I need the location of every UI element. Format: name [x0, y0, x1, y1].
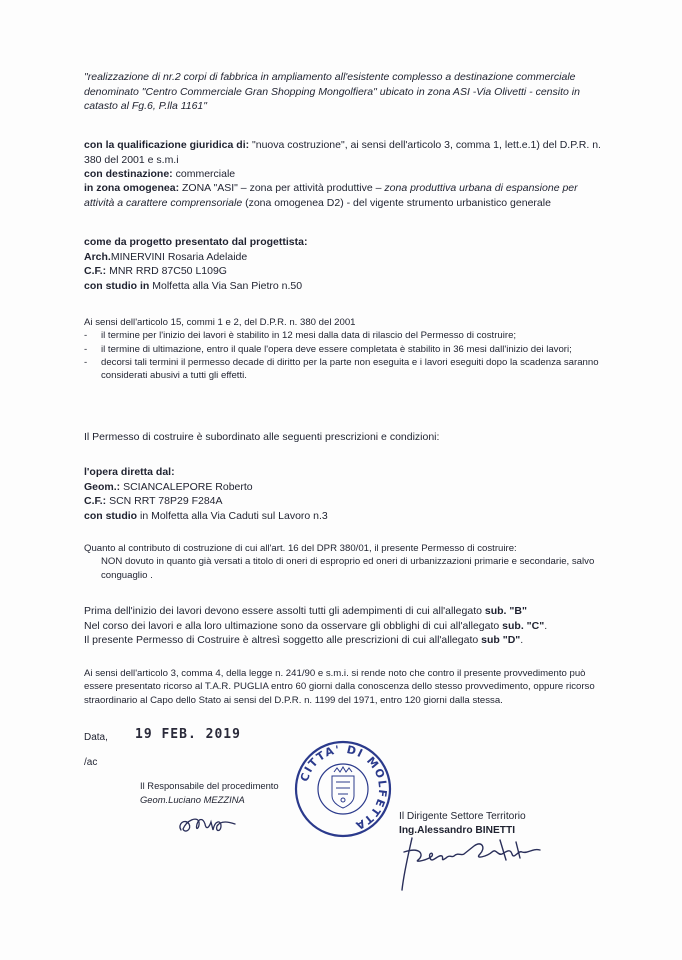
- works-director-block: [84, 465, 604, 523]
- contribution-intro: Quanto al contributo di costruzione di cui all'art. 16 del DPR 380/01, il presente Permesso di costruire:: [84, 543, 517, 554]
- procedure-manager-name: Geom.Luciano MEZZINA: [140, 794, 245, 805]
- attachment-d: Il presente Permesso di Costruire è altresì soggetto alle prescrizioni di cui all'allegato sub "D".: [84, 634, 524, 646]
- list-item: - il termine per l'inizio dei lavori è stabilito in 12 mesi dalla data di rilascio del Permesso di costruire;: [84, 330, 517, 342]
- article-15-block: [84, 316, 604, 382]
- designer-cf: C.F.: MNR RRD 87C50 L109G: [84, 265, 227, 277]
- procedure-manager-role: Il Responsabile del procedimento: [140, 780, 279, 791]
- appeal-notice: Ai sensi dell'articolo 3, comma 4, della legge n. 241/90 e s.m.i. si rende noto che contro il presente provvedimento può essere presentato ricorso al T.A.R. PUGLIA entro 60 giorni dalla conoscenza dello stesso provvedimento, oppure ricorso straordinario al Capo dello Stato ai sensi del D.P.R. n. 1199 del 1971, entro 120 giorni dalla stessa.: [84, 668, 595, 706]
- list-item: - decorsi tali termini il permesso decade di diritto per la parte non eseguita e i lavori eseguiti dopo la scadenza saranno considerati abusivi a tutti gli effetti.: [84, 356, 599, 382]
- destination: con destinazione: commerciale: [84, 168, 236, 180]
- contribution-text: NON dovuto in quanto già versati a titolo di oneri di esproprio ed oneri di urbanizzazioni primarie e secondarie, salvo conguaglio .: [101, 556, 595, 581]
- conditions-statement: Il Permesso di costruire è subordinato alle seguenti prescrizioni e condizioni:: [84, 431, 440, 443]
- works-director-cf: C.F.: SCN RRT 78P29 F284A: [84, 495, 223, 507]
- designer-heading: come da progetto presentato dal progettista:: [84, 236, 308, 248]
- list-item: - il termine di ultimazione, entro il quale l'opera deve essere completata è stabilito in 36 mesi dall'inizio dei lavori;: [84, 343, 572, 355]
- municipal-seal-stamp: [292, 738, 394, 840]
- svg-text:CITTA' DI MOLFETTA: CITTA' DI MOLFETTA: [297, 742, 390, 833]
- attachment-b: Prima dell'inizio dei lavori devono essere assolti tutti gli adempimenti di cui all'allegato sub. "B": [84, 605, 527, 617]
- director-name: Ing.Alessandro BINETTI: [399, 825, 516, 836]
- attachment-c: Nel corso dei lavori e alla loro ultimazione sono da osservare gli obblighi di cui all'allegato sub. "C".: [84, 619, 548, 632]
- date-stamp: 19 FEB. 2019: [135, 727, 241, 742]
- works-director-heading: l'opera diretta dal:: [84, 466, 175, 478]
- director-role: Il Dirigente Settore Territorio: [399, 811, 526, 822]
- contribution-block: [84, 542, 604, 582]
- article-15-intro: Ai sensi dell'articolo 15, commi 1 e 2, del D.P.R. n. 380 del 2001: [84, 317, 356, 328]
- director-signature: [382, 826, 557, 896]
- procedure-manager-signature: [175, 810, 245, 838]
- legal-qualification: con la qualificazione giuridica di: "nuova costruzione", ai sensi dell'articolo 3, comma 1, lett.e.1) del D.P.R. n. 380 del 2001 e s.m.i: [84, 139, 601, 166]
- date-label: Data,: [84, 732, 108, 743]
- works-director-studio: con studio in Molfetta alla Via Caduti sul Lavoro n.3: [84, 509, 328, 522]
- procedure-manager: [140, 779, 290, 807]
- designer-block: [84, 235, 604, 293]
- zoning: in zona omogenea: ZONA "ASI" – zona per attività produttive – zona produttiva urbana di espansione per attività a carattere comprensoriale (zona omogenea D2) - del vigente strumento urbanistico generale: [84, 182, 578, 209]
- initials: /ac: [84, 757, 98, 768]
- attachments-block: [84, 604, 604, 648]
- project-description: "realizzazione di nr.2 corpi di fabbrica in ampliamento all'esistente complesso a destinazione commerciale denominato "Centro Commerciale Gran Shopping Mongolfiera" ubicato in zona ASI -Via Olivetti - censito in catasto al Fg.6, P.lla 1161": [84, 71, 580, 112]
- works-director-name: Geom.: SCIANCALEPORE Roberto: [84, 480, 253, 493]
- designer-name: Arch.MINERVINI Rosaria Adelaide: [84, 250, 248, 263]
- designer-studio: con studio in Molfetta alla Via San Pietro n.50: [84, 279, 303, 292]
